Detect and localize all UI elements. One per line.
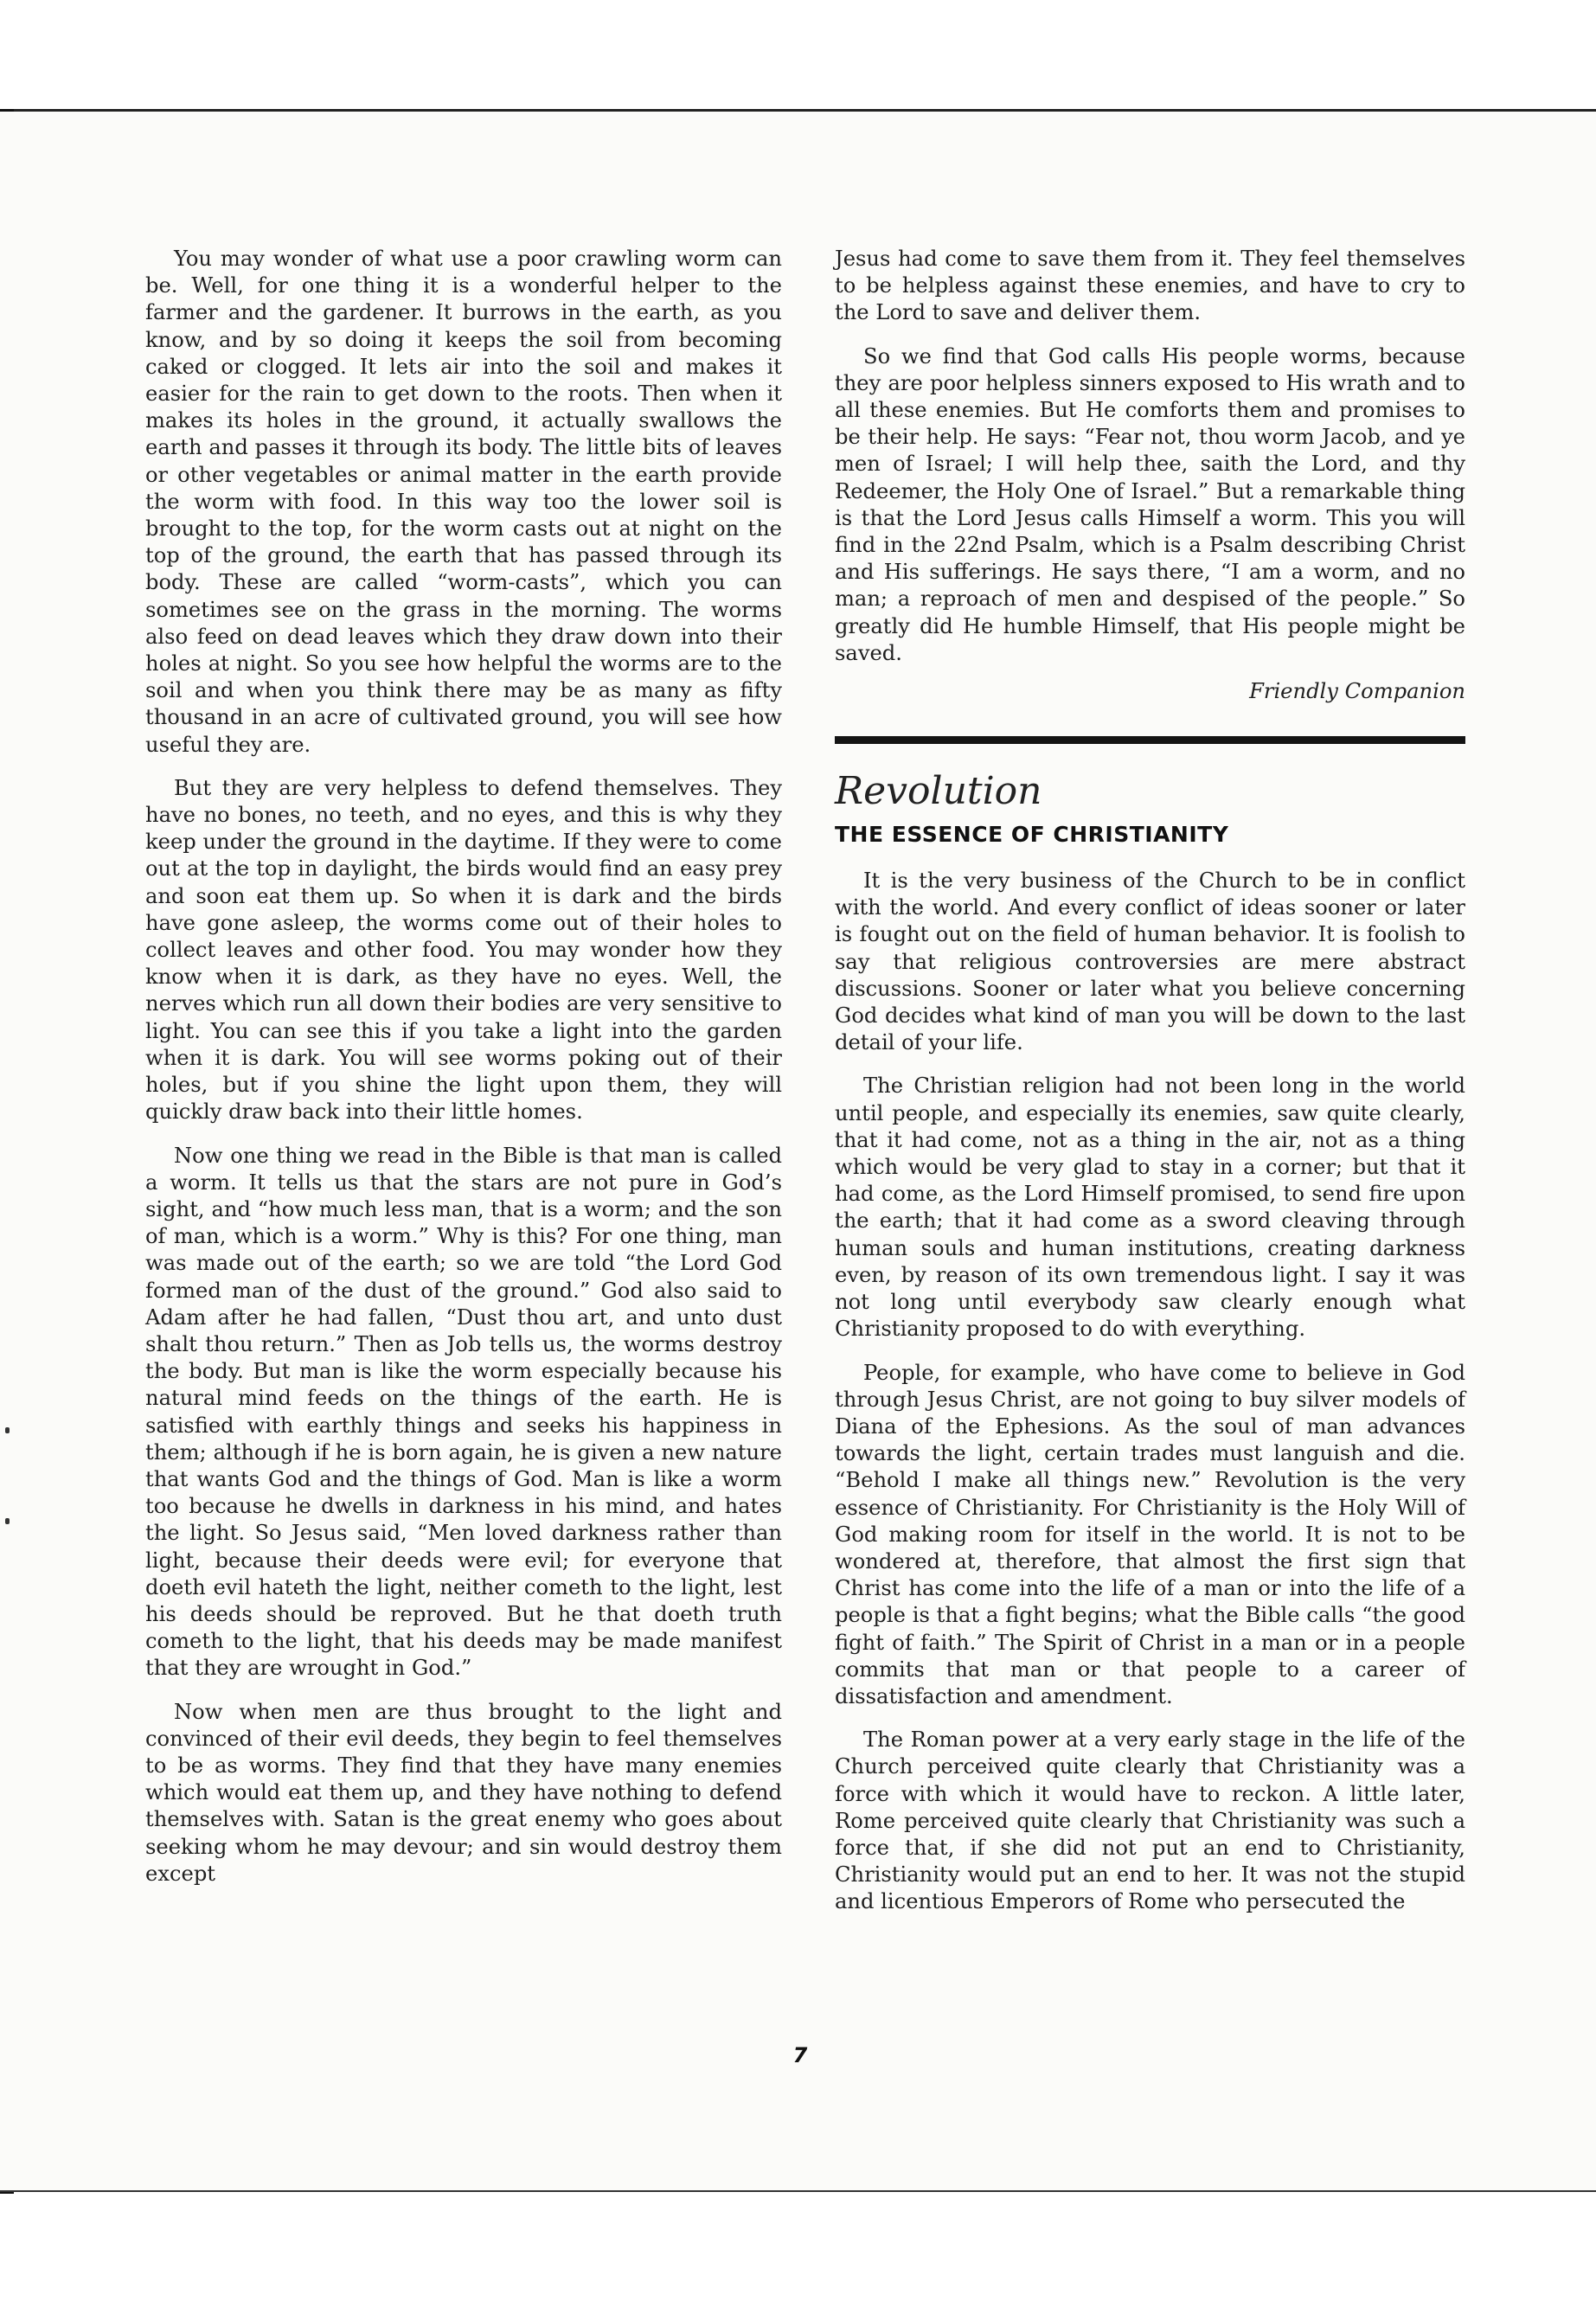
article-paragraph: The Roman power at a very early stage in the life of the Church perceived quite clearly that Christianity was a force with which it would have to reckon. A little later, Rome perceived quite clearly that Christianity was such a force that, if she did not put an end to Christianity, Christianity would put an end to her. It was not the stupid and licentious Emperors of Rome who persecuted the (835, 1727, 1465, 1914)
margin-mark (5, 1518, 10, 1524)
article-continuation: Jesus had come to save them from it. They feel themselves to be helpless against these enemies, and have to cry to the Lord to save and deliver them. (835, 247, 1465, 325)
article-paragraph: But they are very helpless to defend themselves. They have no bones, no teeth, and no eyes, and this is why they keep under the ground in the daytime. If they were to come out at the top in daylight, the birds would find an easy prey and soon eat them up. So when it is dark and the birds have gone asleep, the worms come out of their holes to collect leaves and other food. You may wonder how they know when it is dark, as they have no eyes. Well, the nerves which run all down their bodies are very sensitive to light. You can see this if you take a light into the garden when it is dark. You will see worms poking out of their holes, but if you shine the light upon them, they will quickly draw back into their little homes. (145, 775, 782, 1125)
article-paragraph: People, for example, who have come to believe in God through Jesus Christ, are not going to buy silver models of Diana of the Ephesions. As the soul of man advances towards the light, certain trades must languish and die. “Behold I make all things new.” Revolution is the very essence of Christianity. For Christianity is the Holy Will of God making room for itself in the world. It is not to be wondered at, therefore, that almost the first sign that Christ has come into the life of a man or into the life of a people is that a fight begins; what the Bible calls “the good fight of faith.” The Spirit of Christ in a man or in a people commits that man or that people to a career of dissatisfaction and amendment. (835, 1360, 1465, 1708)
margin-mark (5, 1427, 10, 1433)
section-divider (835, 736, 1465, 744)
right-column (835, 246, 1465, 1932)
left-column (145, 246, 782, 1904)
article-paragraph: You may wonder of what use a poor crawling worm can be. Well, for one thing it is a wonderful helper to the farmer and the gardener. It burrows in the earth, as you know, and by so doing it keeps the soil from becoming caked or clogged. It lets air into the soil and makes it easier for the rain to get down to the roots. Then when it makes its holes in the ground, it actually swallows the earth and passes it through its body. The little bits of leaves or other vegetables or animal matter in the earth provide the worm with food. In this way too the lower soil is brought to the top, for the worm casts out at night on the top of the ground, the earth that has passed through its body. These are called “worm-casts”, which you can sometimes see on the grass in the morning. The worms also feed on dead leaves which they draw down into their holes at night. So you see how helpful the worms are to the soil and when you think there may be as many as fifty thousand in an acre of cultivated ground, you will see how useful they are. (145, 247, 782, 757)
source-attribution: Friendly Companion (1249, 679, 1465, 704)
article-paragraph: It is the very business of the Church to be in conflict with the world. And every conflict of ideas sooner or later is fought out on the field of human behavior. It is foolish to say that religious controversies are mere abstract discussions. Sooner or later what you believe concerning God decides what kind of man you will be down to the last detail of your life. (835, 868, 1465, 1055)
page-number: 7 (792, 2043, 808, 2067)
article-paragraph: Now when men are thus brought to the light and convinced of their evil deeds, they begin to feel themselves to be as worms. They find that they have many enemies which would eat them up, and they have nothing to defend themselves with. Satan is the great enemy who goes about seeking whom he may devour; and sin would destroy them except (145, 1699, 782, 1886)
section-title: Revolution (835, 769, 1042, 814)
section-subtitle: THE ESSENCE OF CHRISTIANITY (835, 822, 1229, 848)
article-paragraph: Now one thing we read in the Bible is that man is called a worm. It tells us that the stars are not pure in God’s sight, and “how much less man, that is a worm; and the son of man, which is a worm.” Why is this? For one thing, man was made out of the earth; so we are told “the Lord God formed man of the dust of the ground.” God also said to Adam after he had fallen, “Dust thou art, and unto dust shalt thou return.” Then as Job tells us, the worms destroy the body. But man is like the worm especially because his natural mind feeds on the things of the earth. He is satisfied with earthly things and seeks his happiness in them; although if he is born again, he is given a new nature that wants God and the things of God. Man is like a worm too because he dwells in darkness in his mind, and hates the light. So Jesus said, “Men loved darkness rather than light, because their deeds were evil; for everyone that doeth evil hateth the light, neither cometh to the light, lest his deeds should be reproved. But he that doeth truth cometh to the light, that his deeds may be made manifest that they are wrought in God.” (145, 1143, 782, 1681)
scan-bottom-border (0, 2190, 1596, 2192)
article-paragraph: So we find that God calls His people worms, because they are poor helpless sinners exposed to His wrath and to all these enemies. But He comforts them and promises to be their help. He says: “Fear not, thou worm Jacob, and ye men of Israel; I will help thee, saith the Lord, and thy Redeemer, the Holy One of Israel.” But a remarkable thing is that the Lord Jesus calls Himself a worm. This you will find in the 22nd Psalm, which is a Psalm describing Christ and His sufferings. He says there, “I am a worm, and no man; a reproach of men and despised of the people.” So greatly did He humble Himself, that His people might be saved. (835, 343, 1465, 665)
article-paragraph: The Christian religion had not been long in the world until people, and especially its enemies, saw quite clearly, that it had come, not as a thing in the air, not as a thing which would be very glad to stay in a corner; but that it had come, as the Lord Himself promised, to send fire upon the earth; that it had come as a sword cleaving through human souls and human institutions, creating darkness even, by reason of its own tremendous light. I say it was not long until everybody saw clearly enough what Christianity proposed to do with everything. (835, 1074, 1465, 1342)
